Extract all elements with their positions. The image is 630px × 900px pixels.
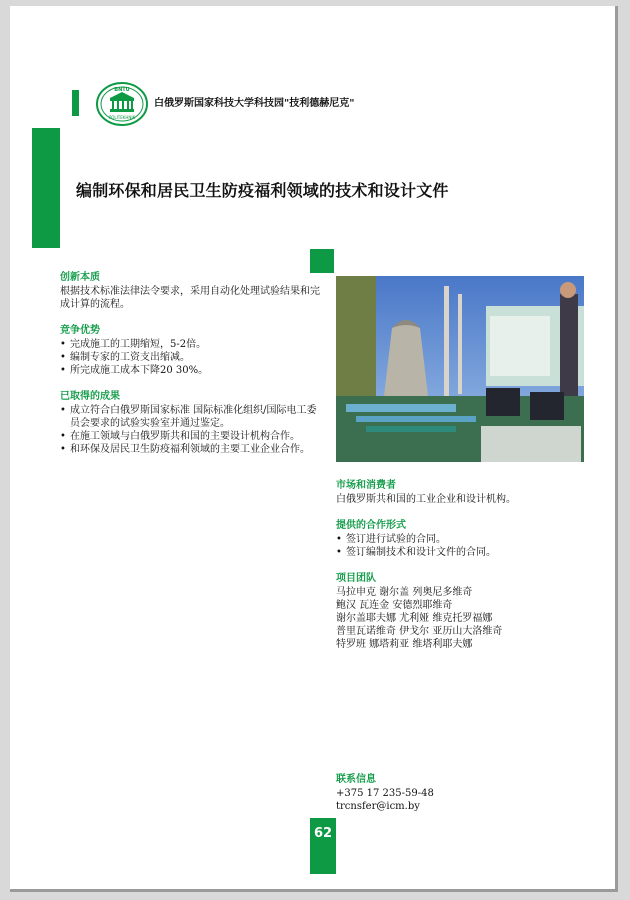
bullet-list (336, 533, 586, 559)
section-heading: 竞争优势 (60, 325, 100, 336)
section-market (336, 476, 586, 506)
team-member: 特罗班 娜塔莉亚 维塔利耶夫娜 (336, 639, 473, 650)
bullet-list (60, 338, 322, 377)
brochure-page (10, 6, 618, 892)
right-column (336, 476, 586, 661)
section-paragraph: 根据技术标准法律法令要求，采用自动化处理试验结果和完成计算的流程。 (60, 286, 320, 310)
bntu-logo-icon (96, 82, 148, 126)
section-heading: 提供的合作形式 (336, 520, 406, 531)
section-paragraph: 白俄罗斯共和国的工业企业和设计机构。 (336, 494, 516, 505)
section-innovation (60, 268, 322, 311)
title-accent-bar (32, 128, 60, 248)
contact-email[interactable]: trcnsfer@icm.by (336, 801, 420, 812)
section-results (60, 387, 322, 456)
contact-phone: +375 17 235-59-48 (336, 788, 434, 799)
bullet-list (60, 404, 322, 456)
section-advantages (60, 321, 322, 377)
team-member: 鲍汉 瓦连金 安德烈耶维奇 (336, 600, 453, 611)
organization-name: 白俄罗斯国家科技大学科技园"技利德赫尼克" (154, 98, 355, 109)
team-member: 普里瓦诺维奇 伊戈尔 亚历山大洛维奇 (336, 626, 503, 637)
list-item: • 签订进行试验的合同。 (336, 533, 586, 546)
contact-block (336, 770, 536, 813)
list-item: • 和环保及居民卫生防疫福利领域的主要工业企业合作。 (60, 443, 322, 456)
list-item: • 完成施工的工期缩短，5-2倍。 (60, 338, 322, 351)
list-item: • 签订编制技术和设计文件的合同。 (336, 546, 586, 559)
page-title: 编制环保和居民卫生防疫福利领域的技术和设计文件 (76, 181, 449, 200)
section-heading: 创新本质 (60, 272, 100, 283)
logo-text-top: BNTU (114, 87, 130, 93)
left-column (60, 268, 322, 466)
section-heading: 市场和消费者 (336, 480, 396, 491)
header-accent-bar (72, 90, 79, 116)
section-team (336, 569, 586, 651)
team-member: 马拉申克 谢尔盖 列奥尼多维奇 (336, 587, 473, 598)
list-item: • 在施工领域与白俄罗斯共和国的主要设计机构合作。 (60, 430, 322, 443)
team-member: 谢尔盖耶夫娜 尤利娅 维克托罗福娜 (336, 613, 493, 624)
section-heading: 项目团队 (336, 573, 376, 584)
logo-text-bottom: POLITEKHNIK (108, 115, 136, 120)
list-item: • 编制专家的工资支出缩减。 (60, 351, 322, 364)
page-number: 62 (310, 818, 336, 874)
section-heading: 已取得的成果 (60, 391, 120, 402)
list-item: • 成立符合白俄罗斯国家标准 国际标准化组织/国际电工委员会要求的试验实验室并通过鉴定。 (60, 404, 322, 430)
contact-heading: 联系信息 (336, 774, 376, 785)
list-item: • 所完成施工成本下降20 30%。 (60, 364, 322, 377)
section-cooperation (336, 516, 586, 559)
industrial-photo (336, 276, 584, 462)
